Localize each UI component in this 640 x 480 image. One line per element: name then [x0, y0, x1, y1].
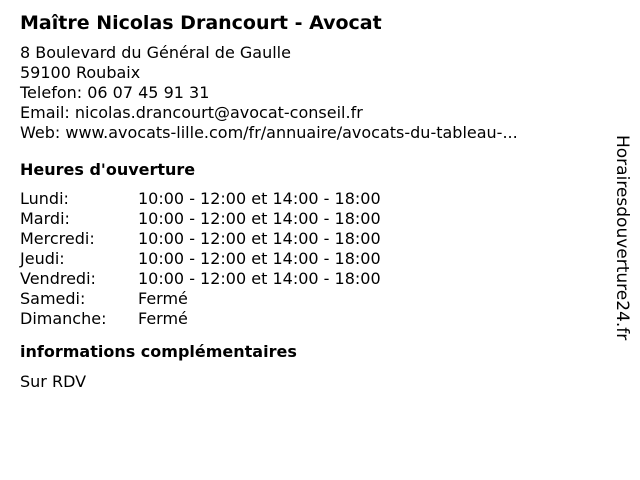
- web-line: Web: www.avocats-lille.com/fr/annuaire/avocats-du-tableau-...: [20, 123, 518, 142]
- day-hours: 10:00 - 12:00 et 14:00 - 18:00: [138, 209, 381, 228]
- info-text: Sur RDV: [20, 372, 87, 391]
- email-line: Email: nicolas.drancourt@avocat-conseil.fr: [20, 103, 363, 122]
- contact-block: [20, 43, 600, 143]
- day-label: Lundi:: [20, 189, 69, 208]
- day-label: Vendredi:: [20, 269, 96, 288]
- hours-table: [20, 189, 600, 329]
- day-label: Jeudi:: [20, 249, 65, 268]
- hours-row-thursday: [20, 249, 600, 269]
- phone-line: Telefon: 06 07 45 91 31: [20, 83, 210, 102]
- day-hours: 10:00 - 12:00 et 14:00 - 18:00: [138, 189, 381, 208]
- city-postal: 59100 Roubaix: [20, 63, 141, 82]
- hours-row-wednesday: [20, 229, 600, 249]
- hours-row-friday: [20, 269, 600, 289]
- hours-row-monday: [20, 189, 600, 209]
- day-hours: 10:00 - 12:00 et 14:00 - 18:00: [138, 269, 381, 288]
- day-label: Dimanche:: [20, 309, 107, 328]
- info-title: informations complémentaires: [20, 342, 297, 361]
- hours-row-saturday: [20, 289, 600, 309]
- day-label: Samedi:: [20, 289, 86, 308]
- day-label: Mardi:: [20, 209, 70, 228]
- hours-title: Heures d'ouverture: [20, 160, 196, 179]
- day-hours: 10:00 - 12:00 et 14:00 - 18:00: [138, 229, 381, 248]
- site-watermark: Horairesdouverture24.fr: [612, 135, 632, 341]
- day-hours: 10:00 - 12:00 et 14:00 - 18:00: [138, 249, 381, 268]
- business-name: Maître Nicolas Drancourt - Avocat: [20, 12, 382, 34]
- day-hours: Fermé: [138, 289, 188, 308]
- hours-row-sunday: [20, 309, 600, 329]
- day-hours: Fermé: [138, 309, 188, 328]
- hours-row-tuesday: [20, 209, 600, 229]
- business-card: [20, 10, 600, 392]
- street-address: 8 Boulevard du Général de Gaulle: [20, 43, 291, 62]
- day-label: Mercredi:: [20, 229, 95, 248]
